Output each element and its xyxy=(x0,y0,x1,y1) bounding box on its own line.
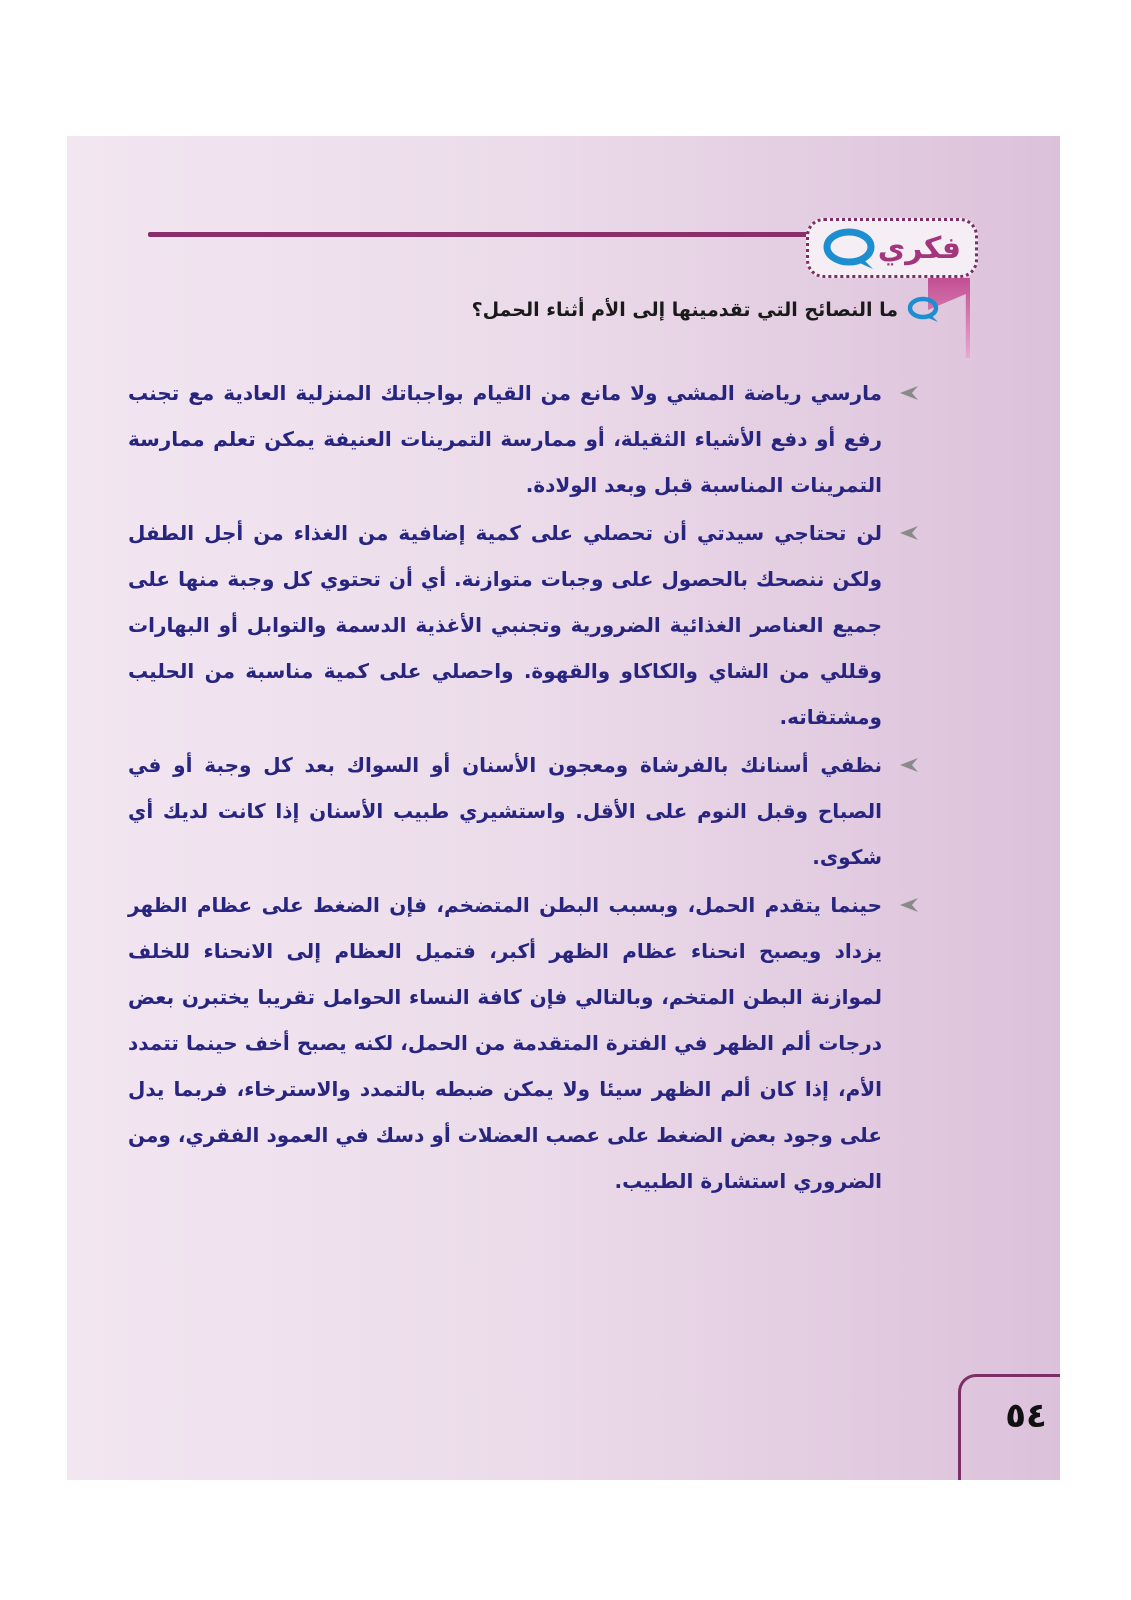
list-item-text: حينما يتقدم الحمل، وبسبب البطن المتضخم، فإن الضغط على عظام الظهر يزداد ويصبح انحناء عظام الظهر أكبر، فتميل العظام إلى الانحناء للخلف لموازنة البطن المتخم، وبالتالي فإن كافة النساء الحوامل تقريبا يختبرن بعض درجات ألم الظهر في الفترة المتقدمة من الحمل، لكنه يصبح أخف حينما تتمدد الأم، إذا كان ألم الظهر سيئا ولا يمكن ضبطه بالتمدد والاسترخاء، فربما يدل على وجود بعض الضغط على عصب العضلات أو دسك في العمود الفقري، ومن الضروري استشارة الطبيب. xyxy=(128,893,882,1193)
think-label: فكري xyxy=(877,231,961,266)
list-item xyxy=(128,742,920,880)
list-item xyxy=(128,510,920,740)
list-item xyxy=(128,370,920,508)
advice-list xyxy=(128,370,920,1206)
arrow-bullet-icon xyxy=(896,524,920,542)
question-text: ما النصائح التي تقدمينها إلى الأم أثناء الحمل؟ xyxy=(471,299,898,321)
arrow-bullet-icon xyxy=(896,756,920,774)
question-row xyxy=(440,292,940,328)
list-item-text: مارسي رياضة المشي ولا مانع من القيام بواجباتك المنزلية العادية مع تجنب رفع أو دفع الأشياء الثقيلة، أو ممارسة التمرينات العنيفة يمكن تعلم ممارسة التمرينات المناسبة قبل وبعد الولادة. xyxy=(128,381,882,497)
page-number: ٥٤ xyxy=(1005,1396,1047,1436)
header-rule xyxy=(148,232,808,237)
list-item-text: لن تحتاجي سيدتي أن تحصلي على كمية إضافية من الغذاء من أجل الطفل ولكن ننصحك بالحصول على وجبات متوازنة. أي أن تحتوي كل وجبة منها على جميع العناصر الغذائية الضرورية وتجنبي الأغذية الدسمة والتوابل أو البهارات وقللي من الشاي والكاكاو والقهوة. واحصلي على كمية مناسبة من الحليب ومشتقاته. xyxy=(128,521,882,729)
speech-bubble-icon xyxy=(821,227,877,271)
arrow-bullet-icon xyxy=(896,896,920,914)
think-badge xyxy=(806,218,978,278)
list-item-text: نظفي أسنانك بالفرشاة ومعجون الأسنان أو السواك بعد كل وجبة أو في الصباح وقبل النوم على الأقل. واستشيري طبيب الأسنان إذا كانت لديك أي شكوى. xyxy=(128,753,882,869)
list-item xyxy=(128,882,920,1204)
arrow-bullet-icon xyxy=(896,384,920,402)
speech-bubble-icon xyxy=(906,296,940,324)
